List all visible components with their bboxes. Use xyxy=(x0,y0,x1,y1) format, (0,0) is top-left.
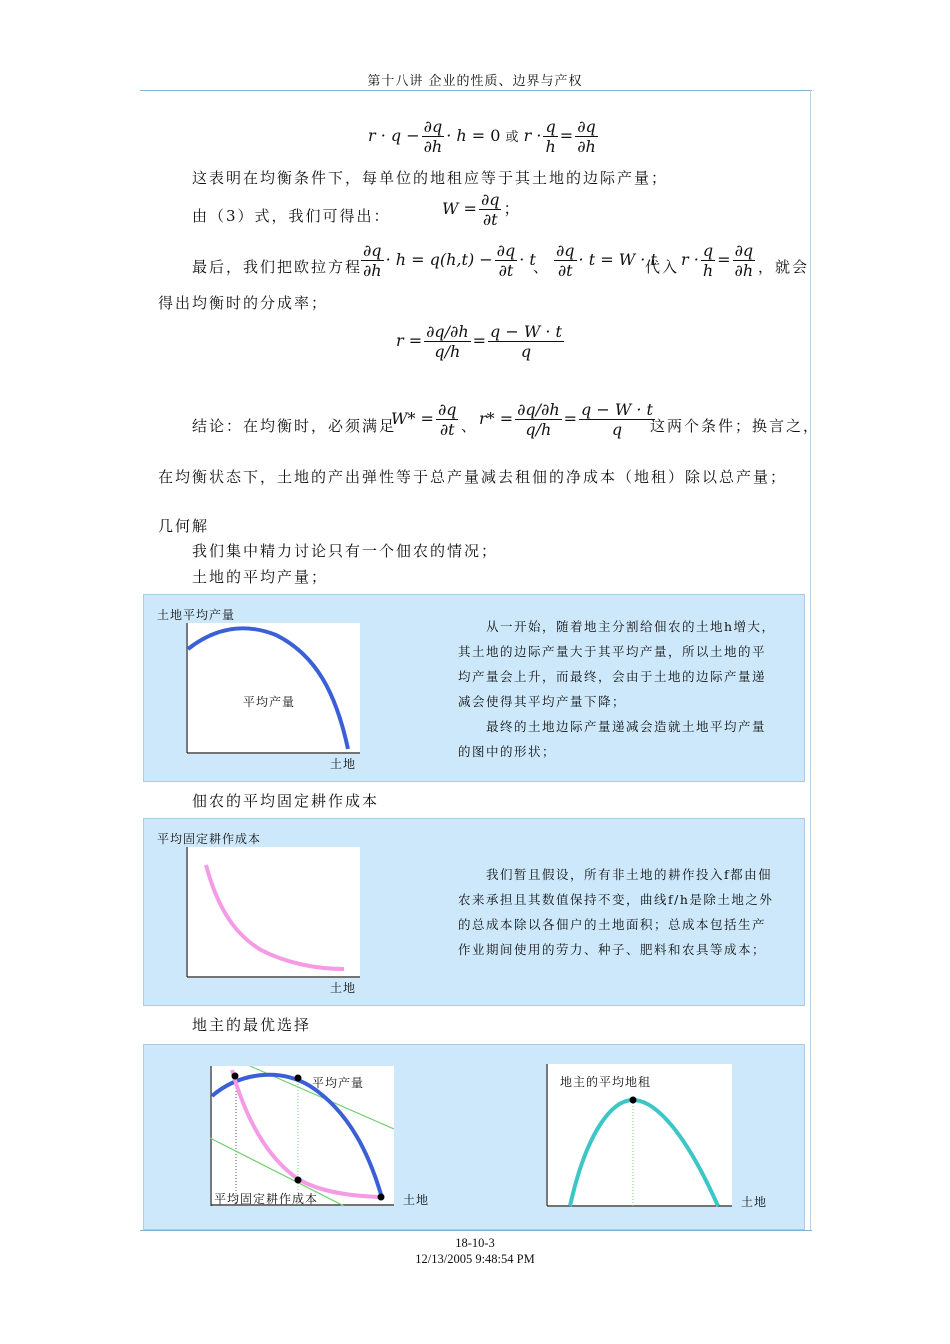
section-title: 几何解 xyxy=(158,517,210,535)
panel1-text-line: 从一开始，随着地主分割给佃农的土地h增大， xyxy=(486,619,776,634)
panel2-plot xyxy=(186,847,360,978)
panel1-text-line: 的图中的形状； xyxy=(458,744,557,759)
panel2-text-line: 我们暂且假设，所有非土地的耕作投入f都由佃 xyxy=(486,867,773,882)
panel3-left-xlabel: 土地 xyxy=(403,1193,430,1207)
panel3-label-avg: 平均产量 xyxy=(312,1076,365,1090)
share-rate-equation: r = $\frac{\partial q/\partial h}{q/h}$ = $\frac{q - W \cdot t}{q}$ xyxy=(396,322,562,361)
panel1-title: 土地平均产量 xyxy=(157,608,236,622)
conclusion-c: 这两个条件；换言之， xyxy=(650,417,821,435)
point-3 xyxy=(295,1177,302,1184)
footer-timestamp: 12/13/2005 9:48:54 PM xyxy=(415,1252,535,1266)
point-4 xyxy=(378,1194,385,1201)
panel1-text-line: 均产量会上升，而最终，会由于土地的边际产量递 xyxy=(458,669,767,684)
rent-curve xyxy=(570,1100,718,1206)
panel3-right-title: 地主的平均地租 xyxy=(560,1075,652,1089)
text-line-8: 佃农的平均固定耕作成本 xyxy=(192,792,380,810)
text-line-3d: ，就会 xyxy=(758,258,810,276)
panel1-curve-label: 平均产量 xyxy=(243,695,296,709)
panel-fixed-cost xyxy=(143,818,805,1006)
conclusion-eq-1: W* = $\frac{\partial q}{\partial t}$ xyxy=(391,400,457,439)
footer-page: 18-10-3 xyxy=(455,1236,495,1250)
panel2-text-line: 作业期间使用的劳力、种子、肥料和农具等成本； xyxy=(458,942,767,957)
panel1-text xyxy=(458,614,788,764)
euler-equation: $\frac{\partial q}{\partial h}$ · h = q(h,t) − $\frac{\partial q}{\partial t}$ · t xyxy=(363,241,536,280)
conclusion-b: 、 xyxy=(461,417,479,435)
panel3-left-plot xyxy=(210,1066,394,1206)
conclusion-a: 结论：在均衡时，必须满足 xyxy=(192,417,397,435)
text-line-3c: 代入 xyxy=(645,258,680,276)
footer-rule xyxy=(140,1230,812,1231)
panel3-right-xlabel: 土地 xyxy=(741,1195,768,1209)
average-product-chart xyxy=(186,623,360,754)
text-line-9: 地主的最优选择 xyxy=(192,1016,312,1034)
equation-2: W = $\frac{\partial q}{\partial t}$ ； xyxy=(442,190,520,229)
rent-peak-point xyxy=(630,1097,637,1104)
text-line-2: 由（3）式，我们可得出： xyxy=(192,207,391,225)
point-2 xyxy=(295,1075,302,1082)
text-line-5: 在均衡状态下，土地的产出弹性等于总产量减去租佃的净成本（地租）除以总产量； xyxy=(158,468,788,486)
fixed-cost-curve xyxy=(206,865,344,969)
panel1-text-line: 其土地的边际产量大于其平均产量，所以土地的平 xyxy=(458,644,767,659)
panel2-title: 平均固定耕作成本 xyxy=(157,832,262,846)
panel-average-product xyxy=(143,594,805,782)
text-line-3b: 、 xyxy=(533,258,551,276)
or-word: 或 xyxy=(505,130,519,145)
panel2-text-line: 农来承担且其数值保持不变，曲线f/h是除土地之外 xyxy=(458,892,774,907)
text-line-6: 我们集中精力讨论只有一个佃农的情况； xyxy=(192,542,499,560)
text-line-4: 得出均衡时的分成率； xyxy=(158,294,329,312)
panel1-xlabel: 土地 xyxy=(330,757,357,771)
panel2-text-line: 的总成本除以各佃户的土地面积；总成本包括生产 xyxy=(458,917,767,932)
average-product-curve xyxy=(188,628,348,749)
text-line-3a: 最后，我们把欧拉方程 xyxy=(192,258,363,276)
optimal-choice-chart xyxy=(210,1066,394,1206)
wage-equation: $\frac{\partial q}{\partial t}$ · t = W · t xyxy=(556,241,657,280)
panel3-label-cost: 平均固定耕作成本 xyxy=(214,1192,319,1206)
fixed-cost-chart xyxy=(186,847,360,978)
page-header: 第十八讲 企业的性质、边界与产权 xyxy=(367,74,583,89)
panel1-text-line: 减会使得其平均产量下降； xyxy=(458,694,627,709)
rent-equation: r · $\frac{q}{h}$ = $\frac{\partial q}{\partial h}$ xyxy=(681,241,754,280)
conclusion-eq-2: r* = $\frac{\partial q/\partial h}{q/h}$ = $\frac{q - W \cdot t}{q}$ xyxy=(479,400,653,439)
panel1-text-line: 最终的土地边际产量递减会造就土地平均产量 xyxy=(486,719,767,734)
panel2-xlabel: 土地 xyxy=(330,981,357,995)
equation-1: r · q − $\frac{\partial q}{\partial h}$ · h = 0 或 r · $\frac{q}{h}$ = $\frac{\partial q}{\partial h}$ xyxy=(368,117,596,156)
right-margin-rule xyxy=(810,90,811,1230)
header-rule xyxy=(140,90,812,91)
text-line-1: 这表明在均衡条件下，每单位的地租应等于其土地的边际产量； xyxy=(192,169,669,187)
panel2-text xyxy=(458,862,788,962)
panel3-right-plot xyxy=(546,1064,732,1207)
point-1 xyxy=(232,1073,239,1080)
panel-optimal-choice xyxy=(143,1044,805,1230)
panel1-plot xyxy=(186,623,360,754)
text-line-7: 土地的平均产量； xyxy=(192,568,329,586)
